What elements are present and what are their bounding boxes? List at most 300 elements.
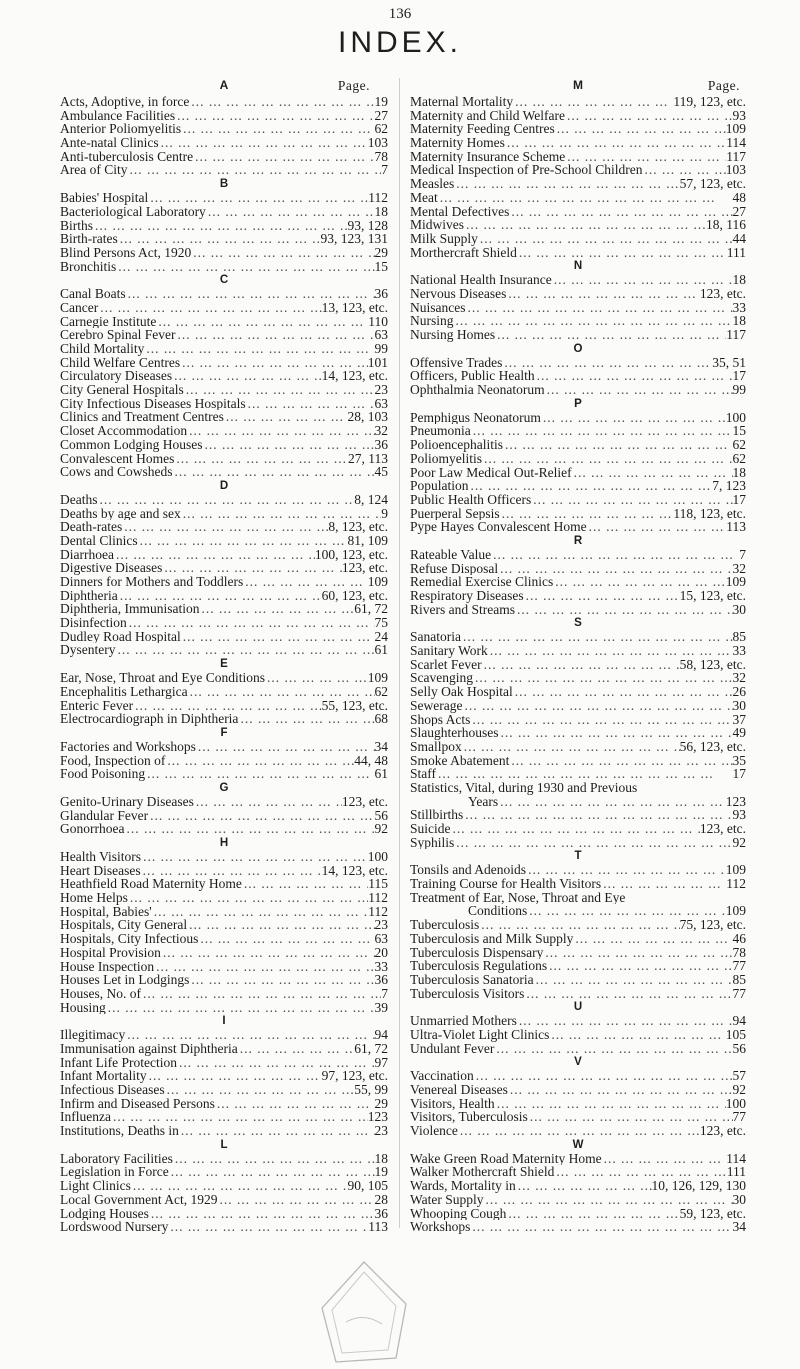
entry-term: Heart Diseases [60, 863, 141, 878]
leader-dots [495, 328, 726, 342]
leader-dots [535, 369, 733, 383]
entry-pages: 115 [368, 877, 388, 892]
entry-term: Training Course for Health Visitors [410, 877, 602, 891]
page-number: 136 [388, 6, 412, 22]
index-entry-infirm-and-diseased-persons [60, 1097, 388, 1111]
index-entry-institutions-deaths-in [60, 1124, 388, 1138]
entry-term: Local Government Act, 1929 [60, 1192, 218, 1207]
leader-dots [565, 150, 726, 164]
leader-dots [482, 452, 732, 466]
leader-dots [473, 671, 733, 685]
index-entry-area-of-city [60, 163, 388, 177]
entry-term: Food, Inspection of [60, 753, 166, 768]
entry-pages: 111 [726, 1165, 746, 1180]
leader-dots [188, 685, 375, 699]
entry-pages: 7 [381, 163, 388, 178]
leader-dots [238, 1042, 355, 1056]
entry-term: Milk Supply [410, 231, 478, 246]
entry-term: National Health Insurance [410, 273, 552, 287]
leader-dots [133, 699, 322, 713]
entry-term: Hospitals, City Infectious [60, 932, 199, 946]
leader-dots [93, 219, 347, 233]
leader-dots [173, 1152, 375, 1166]
index-entry-venereal-diseases [410, 1083, 746, 1097]
index-entry-violence [410, 1124, 746, 1138]
entry-term: Laboratory Facilities [60, 1151, 173, 1166]
leader-dots [470, 713, 732, 727]
index-entry-infectious-diseases [60, 1083, 388, 1097]
leader-dots [124, 822, 374, 836]
leader-dots [162, 561, 342, 575]
index-entry-undulant-fever [410, 1042, 746, 1056]
leader-dots [506, 1207, 679, 1221]
index-entry-tuberculosis [410, 918, 746, 932]
index-entry-enteric-fever [60, 699, 388, 713]
entry-term: Tuberculosis Regulations [410, 959, 548, 973]
leader-dots [194, 795, 342, 809]
entry-term: Offensive Trades [410, 355, 503, 370]
index-entry-national-health-insurance [410, 273, 746, 287]
entry-term: Disinfection [60, 616, 127, 630]
leader-dots [126, 287, 375, 301]
entry-pages: 27 [732, 204, 746, 219]
entry-term: Infant Mortality [60, 1069, 147, 1083]
entry-pages: 62 [732, 451, 746, 466]
entry-pages: 36 [374, 973, 388, 987]
entry-pages: 15, 123, etc. [679, 589, 746, 603]
index-entry-tuberculosis-and-milk-supply [410, 932, 746, 946]
entry-pages: 49 [732, 726, 746, 740]
entry-term: Heathfield Road Maternity Home [60, 877, 242, 892]
section-letter-v: V [574, 1056, 582, 1069]
entry-term: Dysentery [60, 643, 116, 658]
entry-pages: 105 [725, 1027, 746, 1042]
leader-dots [517, 246, 727, 260]
entry-term: Suicide [410, 822, 451, 836]
leader-dots [515, 603, 733, 617]
index-entry-vaccination [410, 1069, 746, 1083]
index-entry-staff [410, 767, 746, 781]
entry-pages: 36 [374, 1206, 388, 1221]
entry-term: Mental Defectives [410, 204, 510, 219]
entry-term: Tuberculosis Visitors [410, 986, 525, 1001]
index-entry-gonorrhoea [60, 822, 388, 836]
entry-pages: 114 [726, 1151, 746, 1166]
index-entry-cerebro-spinal-fever [60, 328, 388, 342]
entry-term: Medical Inspection of Pre-School Children [410, 163, 643, 178]
index-entry-midwives [410, 218, 746, 232]
leader-dots [602, 1152, 727, 1166]
library-stamp-icon [316, 1258, 412, 1368]
index-entry-remedial-exercise-clinics [410, 575, 746, 589]
section-letter-e: E [220, 658, 228, 671]
index-entry-conditions [410, 904, 746, 918]
entry-pages: 61 [374, 767, 388, 781]
index-entry-rivers-and-streams [410, 603, 746, 617]
entry-term: Maternity Insurance Scheme [410, 149, 566, 164]
entry-pages: 109 [725, 575, 746, 589]
entry-term: Dudley Road Hospital [60, 629, 181, 644]
entry-pages: 109 [367, 671, 388, 685]
leader-dots [98, 301, 321, 315]
entry-pages: 28 [374, 1192, 388, 1207]
leader-dots [141, 850, 368, 864]
entry-pages: 15 [374, 259, 388, 274]
entry-pages: 119, 123, etc. [673, 95, 746, 109]
index-entry-illegitimacy [60, 1028, 388, 1042]
leader-dots [454, 177, 679, 191]
leader-dots [141, 864, 322, 878]
entry-term: Deaths [60, 492, 98, 507]
index-entry-hospital-babies [60, 905, 388, 919]
entry-term: Institutions, Deaths in [60, 1124, 179, 1138]
index-entry-electrocardiograph-in-diphtheria [60, 712, 388, 726]
leader-dots [172, 369, 322, 383]
entry-term: Midwives [410, 218, 464, 232]
leader-dots [116, 260, 374, 274]
index-entry-morthercraft-shield [410, 246, 746, 260]
entry-term: Wards, Mortality in [410, 1179, 516, 1193]
entry-term: Syphilis [410, 835, 455, 850]
index-entry-common-lodging-houses [60, 438, 388, 452]
entry-pages: 17 [732, 767, 746, 781]
entry-term: Scarlet Fever [410, 657, 482, 672]
entry-pages: 109 [725, 904, 746, 919]
entry-pages: 7, 123 [712, 479, 746, 493]
leader-dots [547, 959, 732, 973]
index-entry-anterior-poliomyelitis [60, 122, 388, 136]
entry-pages: 33 [732, 300, 746, 315]
entry-term: Infectious Diseases [60, 1083, 165, 1097]
entry-pages: 68 [374, 712, 388, 726]
entry-pages: 92 [732, 1083, 746, 1097]
entry-term: Sanitary Work [410, 644, 488, 658]
section-letter-f: F [220, 726, 228, 739]
entry-pages: 34 [374, 739, 388, 754]
leader-dots [196, 740, 375, 754]
entry-pages: 29 [374, 245, 388, 260]
column-divider [399, 78, 400, 1228]
entry-pages: 27 [374, 108, 388, 123]
leader-dots [465, 301, 732, 315]
index-entry-blind-persons-act-1920 [60, 246, 388, 260]
entry-pages: 109 [367, 575, 388, 589]
leader-dots [462, 699, 732, 713]
entry-term: Maternity and Child Welfare [410, 108, 565, 123]
leader-dots [451, 822, 700, 836]
index-entry-lodging-houses [60, 1207, 388, 1221]
entry-pages: 15 [732, 424, 746, 439]
entry-pages: 46 [732, 931, 746, 946]
section-letter-a: A [219, 78, 229, 92]
entry-term: Polioencephalitis [410, 438, 503, 452]
leader-dots [543, 946, 732, 960]
index-entry-health-visitors [60, 850, 388, 864]
entry-pages: 55, 123, etc. [321, 698, 388, 713]
leader-dots [159, 136, 368, 150]
leader-dots [495, 1097, 726, 1111]
index-entry-city-infectious-diseases-hospitals [60, 397, 388, 411]
entry-term: Tonsils and Adenoids [410, 863, 527, 878]
index-entry-smallpox [410, 740, 746, 754]
leader-dots [149, 1207, 375, 1221]
entry-term: Electrocardiograph in Diphtheria [60, 712, 239, 726]
entry-term: City General Hospitals [60, 383, 184, 397]
entry-term: Dinners for Mothers and Toddlers [60, 575, 244, 589]
index-entry-food-inspection-of [60, 754, 388, 768]
index-entry-milk-supply [410, 232, 746, 246]
entry-pages: 57 [732, 1069, 746, 1083]
entry-pages: 78 [732, 945, 746, 960]
entry-term: Remedial Exercise Clinics [410, 575, 554, 589]
leader-dots [642, 163, 725, 177]
entry-term: Venereal Diseases [410, 1083, 508, 1097]
entry-pages: 118, 123, etc. [673, 506, 746, 521]
entry-term: Wake Green Road Maternity Home [410, 1151, 602, 1166]
entry-term: Morthercraft Shield [410, 245, 517, 260]
entry-pages: 103 [367, 136, 388, 150]
index-entry-public-health-officers [410, 493, 746, 507]
leader-dots [246, 397, 375, 411]
entry-term: Deaths by age and sex [60, 506, 181, 521]
leader-dots [545, 383, 733, 397]
leader-dots [438, 191, 733, 205]
leader-dots [531, 493, 732, 507]
entry-term: Visitors, Health [410, 1096, 495, 1111]
leader-dots [145, 767, 374, 781]
index-entry-encephalitis-lethargica [60, 685, 388, 699]
entry-pages: 18 [732, 465, 746, 480]
entry-term: Birth-rates [60, 232, 118, 246]
index-entry-pneumonia [410, 424, 746, 438]
leader-dots [189, 973, 374, 987]
index-entry-tuberculosis-sanatoria [410, 973, 746, 987]
index-entry-maternity-and-child-welfare [410, 109, 746, 123]
entry-pages: 45 [374, 465, 388, 479]
entry-term: Population [410, 479, 469, 493]
section-letter-b: B [219, 178, 229, 191]
index-entry-tuberculosis-dispensary [410, 946, 746, 960]
index-entry-sanatoria [410, 630, 746, 644]
entry-pages: 123 [725, 794, 746, 809]
section-letter-n: N [573, 260, 583, 273]
leader-dots [601, 877, 726, 891]
entry-term: Infant Life Protection [60, 1055, 177, 1070]
leader-dots [191, 246, 374, 260]
entry-pages: 77 [732, 959, 746, 973]
entry-term: Scavenging [410, 671, 473, 686]
leader-dots [517, 1014, 733, 1028]
entry-term: Maternity Homes [410, 136, 505, 150]
index-entry-anti-tuberculosis-centre [60, 150, 388, 164]
entry-term: Area of City [60, 163, 128, 178]
index-entry-child-mortality [60, 342, 388, 356]
entry-term: Conditions [468, 904, 528, 919]
index-entry-convalescent-homes [60, 452, 388, 466]
leader-dots [177, 1056, 375, 1070]
entry-pages: 93 [732, 808, 746, 822]
entry-pages: 123, etc. [699, 822, 746, 836]
index-entry-food-poisoning [60, 767, 388, 781]
index-entry-respiratory-diseases [410, 589, 746, 603]
entry-pages: 32 [732, 671, 746, 686]
entry-term: Officers, Public Health [410, 369, 535, 384]
leader-dots [181, 122, 374, 136]
leader-dots [524, 987, 732, 1001]
index-entry-deaths [60, 493, 388, 507]
leader-dots [458, 1124, 700, 1138]
entry-pages: 8, 124 [354, 492, 388, 507]
index-entry-stillbirths [410, 808, 746, 822]
entry-pages: 92 [732, 835, 746, 850]
leader-dots [461, 630, 733, 644]
index-entry-lordswood-nursery [60, 1220, 388, 1234]
entry-pages: 103 [725, 163, 746, 178]
index-entry-ante-natal-clinics [60, 136, 388, 150]
leader-dots [174, 452, 348, 466]
index-entry-infant-life-protection [60, 1056, 388, 1070]
entry-term: Ultra-Violet Light Clinics [410, 1027, 550, 1042]
entry-term: Health Visitors [60, 850, 142, 864]
leader-dots [528, 1110, 733, 1124]
entry-pages: 17 [732, 369, 746, 384]
entry-term: Immunisation against Diphtheria [60, 1041, 238, 1056]
leader-dots [193, 150, 374, 164]
index-entry-whooping-cough [410, 1207, 746, 1221]
index-entry-births [60, 219, 388, 233]
index-entry-houses-no-of [60, 987, 388, 1001]
leader-dots [127, 163, 381, 177]
leader-dots [513, 95, 673, 109]
index-entry-carnegie-institute [60, 315, 388, 329]
leader-dots [488, 644, 733, 658]
index-entry-measles [410, 177, 746, 191]
entry-pages: 7 [381, 986, 388, 1001]
entry-pages: 30 [732, 1192, 746, 1207]
entry-term: Nursing Homes [410, 328, 496, 342]
entry-pages: 93 [732, 108, 746, 123]
leader-dots [141, 987, 381, 1001]
entry-pages: 57, 123, etc. [679, 177, 746, 191]
leader-dots [125, 1028, 374, 1042]
entry-term: Nervous Diseases [410, 286, 507, 301]
entry-pages: 112 [368, 191, 388, 205]
entry-term: Blind Persons Act, 1920 [60, 245, 192, 260]
leader-dots [181, 630, 375, 644]
entry-pages: 123 [367, 1110, 388, 1125]
entry-pages: 93, 123, 131 [320, 232, 388, 246]
index-entry-population [410, 479, 746, 493]
index-entry-maternity-insurance-scheme [410, 150, 746, 164]
leader-dots [526, 863, 726, 877]
entry-term: Maternity Feeding Centres [410, 122, 555, 137]
index-left-column [60, 78, 388, 1234]
leader-dots [199, 602, 354, 616]
index-entry-dysentery [60, 643, 388, 657]
leader-dots [128, 891, 368, 905]
column-header [60, 78, 388, 94]
entry-term: Unmarried Mothers [410, 1014, 517, 1028]
entry-term: Smallpox [410, 739, 462, 754]
index-entry-dinners-for-mothers-and-toddlers [60, 575, 388, 589]
leader-dots [552, 273, 733, 287]
entry-pages: 114 [726, 136, 746, 150]
entry-pages: 62 [732, 438, 746, 452]
leader-dots [508, 1083, 733, 1097]
entry-pages: 13, 123, etc. [321, 300, 388, 315]
index-entry-circulatory-diseases [60, 369, 388, 383]
leader-dots [479, 918, 679, 932]
entry-term: Cancer [60, 300, 99, 315]
index-entry-refuse-disposal [410, 562, 746, 576]
leader-dots [187, 918, 374, 932]
index-entry-dental-clinics [60, 534, 388, 548]
entry-pages: 33 [374, 959, 388, 974]
entry-pages: 32 [374, 424, 388, 438]
entry-pages: 59, 123, etc. [679, 1206, 746, 1221]
index-entry-maternal-mortality [410, 95, 746, 109]
leader-dots [168, 1220, 368, 1234]
entry-term: Circulatory Diseases [60, 369, 173, 384]
leader-dots [509, 754, 732, 768]
leader-dots [224, 410, 348, 424]
entry-term: Closet Accommodation [60, 424, 188, 438]
leader-dots [165, 754, 354, 768]
index-entry-birth-rates [60, 232, 388, 246]
entry-pages: 32 [732, 561, 746, 576]
index-entry-sewerage [410, 699, 746, 713]
entry-term: City Infectious Diseases Hospitals [60, 396, 246, 411]
leader-dots [553, 575, 726, 589]
leader-dots [161, 946, 375, 960]
index-entry-heathfield-road-maternity-home [60, 877, 388, 891]
entry-pages: 62 [374, 684, 388, 699]
entry-pages: 75 [374, 616, 388, 630]
entry-pages: 8, 123, etc. [328, 520, 388, 534]
index-entry-immunisation-against-diphtheria [60, 1042, 388, 1056]
index-entry-cancer [60, 301, 388, 315]
entry-pages: 77 [732, 1110, 746, 1125]
entry-pages: 58, 123, etc. [679, 657, 746, 672]
entry-pages: 100 [725, 1096, 746, 1111]
entry-term: Vaccination [410, 1069, 474, 1083]
entry-term: Cerebro Spinal Fever [60, 328, 176, 342]
entry-term: Glandular Fever [60, 808, 149, 823]
leader-dots [169, 1165, 375, 1179]
column-header [410, 78, 746, 94]
entry-term: Food Poisoning [60, 767, 146, 781]
index-entry-light-clinics [60, 1179, 388, 1193]
entry-term: Rivers and Streams [410, 602, 515, 617]
entry-pages: 93, 128 [347, 218, 388, 233]
entry-pages: 63 [374, 932, 388, 946]
entry-pages: 61, 72 [354, 1041, 388, 1056]
entry-term: Workshops [410, 1220, 471, 1234]
index-entry-acts-adoptive-in-force [60, 95, 388, 109]
leader-dots [471, 424, 733, 438]
entry-term: Births [60, 218, 94, 233]
entry-pages: 30 [732, 698, 746, 713]
leader-dots [462, 740, 680, 754]
leader-dots [499, 726, 733, 740]
leader-dots [524, 589, 680, 603]
entry-pages: 18, 116 [706, 218, 746, 232]
leader-dots [502, 356, 712, 370]
leader-dots [203, 438, 375, 452]
leader-dots [513, 685, 733, 699]
entry-term: Whooping Cough [410, 1206, 507, 1221]
entry-pages: 100 [367, 850, 388, 864]
